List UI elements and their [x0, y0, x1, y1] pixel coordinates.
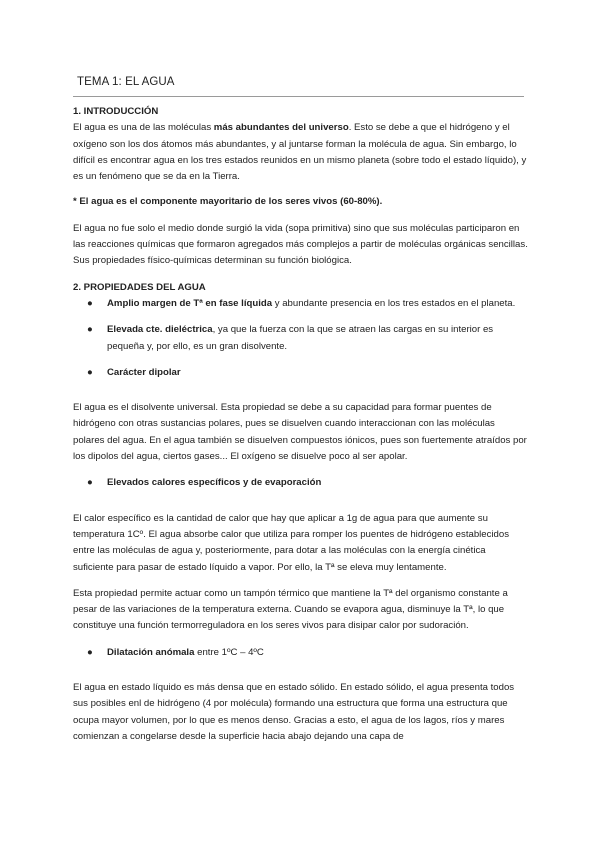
- section-heading-introduccion: 1. INTRODUCCIÓN: [73, 106, 159, 117]
- bold-text: Carácter dipolar: [107, 366, 181, 378]
- bold-text: Amplio margen de Tª en fase líquida: [107, 297, 273, 309]
- paragraph-text: El agua es una de las moléculas: [73, 122, 214, 134]
- bold-text: Dilatación anómala: [107, 646, 195, 658]
- bold-text: Elevados calores específicos y de evaporación: [107, 477, 322, 489]
- section-heading-propiedades: 2. PROPIEDADES DEL AGUA: [73, 281, 206, 293]
- highlight-statement: * El agua es el componente mayoritario de los seres vivos (60-80%).: [73, 196, 383, 208]
- document-body: [73, 104, 528, 745]
- list-item: [73, 322, 528, 355]
- document-title: TEMA 1: EL AGUA: [77, 76, 175, 88]
- list-item-text: , ya que la fuerza con la que se atraen las cargas en su interior es pequeña y, por ello, es un gran disolvente.: [107, 324, 494, 352]
- bullet-icon: ●: [87, 477, 93, 489]
- paragraph-dilatacion: El agua en estado líquido es más densa que en estado sólido. En estado sólido, el agua presenta todos sus posibles enl de hidrógeno (4 por molécula) formando una estructura que forma una estructura que ocupa mayor volumen, por lo que es menos denso. Gracias a esto, el agua de los lagos, ríos y mares comienzan a congelarse desde la superficie hacia abajo dejando una capa de: [73, 682, 515, 742]
- paragraph-dipolar: El agua es el disolvente universal. Esta propiedad se debe a su capacidad para formar puentes de hidrógeno con otras sustancias polares, pues se disuelven cuando interaccionan con las moléculas polares del agua. En el agua también se disuelven compuestos iónicos, pues son fuertemente atraídos por los dipolos del agua, ciertos gases... El oxígeno se disuelve poco al ser apolar.: [73, 402, 527, 463]
- list-item-text: y abundante presencia en los tres estados en el planeta.: [272, 297, 516, 309]
- paragraph-text: . Esto se debe a que el hidrógeno y el oxígeno son los dos átomos más abundantes, y al juntarse forman la molécula de agua. Sin embargo, lo difícil es encontrar agua en los tres estados reunidos en un mismo planeta (sobre todo el estado líquido), y es un fenómeno que se da en la Tierra.: [73, 122, 527, 183]
- list-item: [73, 475, 528, 491]
- bullet-icon: ●: [87, 646, 93, 658]
- bullet-icon: ●: [87, 366, 93, 378]
- bullet-icon: ●: [87, 324, 93, 336]
- title-divider: [73, 96, 524, 97]
- paragraph-intro: [73, 120, 528, 185]
- paragraph-origin: El agua no fue solo el medio donde surgió la vida (sopa primitiva) sino que sus moléculas participaron en las reacciones químicas que formaron agregados más complejos a partir de moléculas orgánicas sencillas. Sus propiedades físico-químicas determinan su función biológica.: [73, 222, 528, 267]
- bold-text: más abundantes del universo: [213, 122, 349, 134]
- bullet-icon: ●: [87, 297, 93, 309]
- bold-text: Elevada cte. dieléctrica: [107, 324, 213, 336]
- paragraph-tampon-termico: Esta propiedad permite actuar como un tampón térmico que mantiene la Tª del organismo constante a pesar de las variaciones de la temperatura externa. Cuando se evapora agua, disminuye la Tª, lo que constituye una función termorreguladora en los seres vivos para disipar calor por sudoración.: [73, 587, 508, 632]
- list-item-text: entre 1ºC – 4ºC: [194, 646, 264, 658]
- paragraph-calor-especifico: El calor específico es la cantidad de calor que hay que aplicar a 1g de agua para que aumente su temperatura 1Cº. El agua absorbe calor que utiliza para romper los puentes de hidrógeno establecidos entre las moléculas de agua y, posteriormente, para dotar a las moléculas con la energía cinética suficiente para pasar de estado líquido a vapor. Por ello, la Tª se eleva muy lentamente.: [73, 512, 510, 573]
- list-item: [73, 645, 528, 661]
- list-item: [73, 296, 528, 312]
- list-item: [73, 365, 528, 381]
